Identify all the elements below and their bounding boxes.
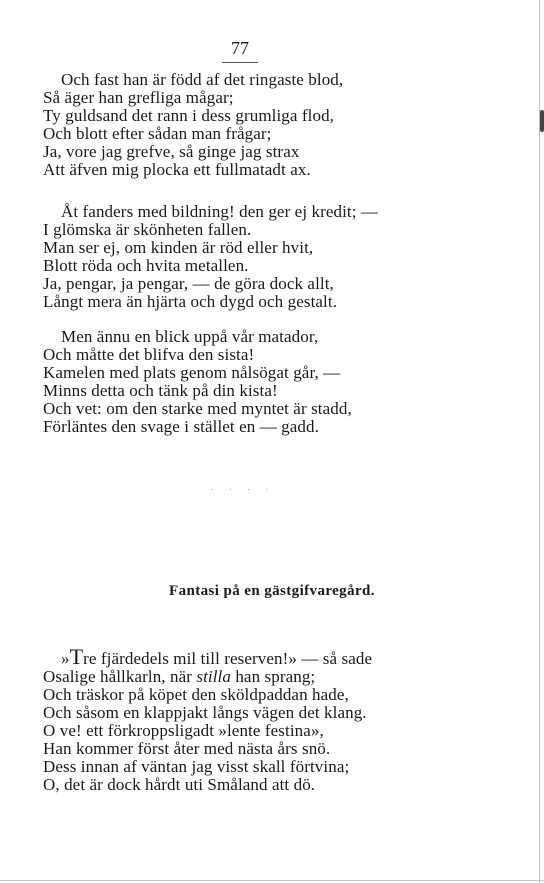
verse-line: Dess innan af väntan jag visst skall förtvina;	[43, 757, 350, 776]
page-bottom-rule	[0, 880, 544, 881]
verse-line: Men ännu en blick uppå vår matador,	[61, 327, 319, 346]
poem-title: Fantasi på en gästgifvaregård.	[169, 583, 375, 599]
stanza-2	[43, 203, 443, 311]
page-number: 77	[231, 38, 249, 58]
verse-line: Blott röda och hvita metallen.	[43, 256, 249, 275]
verse-line: Han kommer först åter med nästa års snö.	[43, 739, 331, 758]
separator-dots: · · · ·	[210, 484, 275, 496]
verse-line: Långt mera än hjärta och dygd och gestalt.	[43, 292, 338, 311]
italic-word: stilla	[196, 667, 231, 686]
verse-line: O, det är dock hårdt uti Småland att dö.	[43, 775, 316, 794]
verse-line: Åt fanders med bildning! den ger ej kredit; —	[61, 202, 379, 221]
page-number-rule	[222, 62, 258, 63]
stanza-3	[43, 328, 443, 436]
verse-line: Man ser ej, om kinden är röd eller hvit,	[43, 238, 314, 257]
verse-line-text: han sprang;	[230, 667, 316, 686]
verse-line: Och måtte det blifva den sista!	[43, 345, 255, 364]
verse-line: O ve! ett förkroppsligadt »lente festina»,	[43, 721, 324, 740]
drop-cap: T	[69, 644, 84, 669]
verse-line-text: Osalige hållkarln, när	[43, 667, 197, 686]
verse-line: Att äfven mig plocka ett fullmatadt ax.	[43, 160, 311, 179]
verse-line: Och fast han är född af det ringaste blod,	[61, 70, 344, 89]
verse-line-text: re fjärdedels mil till reserven!» — så sade	[83, 649, 373, 668]
verse-line	[43, 644, 443, 669]
verse-line: Förläntes den svage i stället en — gadd.	[43, 417, 319, 436]
edge-mark	[540, 110, 544, 132]
stanza-1	[43, 71, 443, 179]
verse-line: Och såsom en klappjakt långs vägen det klang.	[43, 703, 367, 722]
open-quote: »	[61, 649, 70, 668]
verse-line: I glömska är skönheten fallen.	[43, 220, 252, 239]
verse-line: Ty guldsand det rann i dess grumliga flod,	[43, 106, 335, 125]
verse-line: Och träskor på köpet den sköldpaddan hade,	[43, 685, 349, 704]
verse-line: Och vet: om den starke med myntet är stadd,	[43, 399, 352, 418]
verse-line: Så äger han grefliga mågar;	[43, 88, 234, 107]
verse-line: Och blott efter sådan man frågar;	[43, 124, 272, 143]
verse-line: Minns detta och tänk på din kista!	[43, 381, 278, 400]
page-edge-rule	[539, 0, 540, 883]
verse-line: Ja, vore jag grefve, så ginge jag strax	[43, 142, 300, 161]
verse-line	[43, 668, 443, 686]
stanza-4	[43, 644, 443, 794]
verse-line: Ja, pengar, ja pengar, — de göra dock allt,	[43, 274, 334, 293]
verse-line: Kamelen med plats genom nålsögat går, —	[43, 363, 341, 382]
